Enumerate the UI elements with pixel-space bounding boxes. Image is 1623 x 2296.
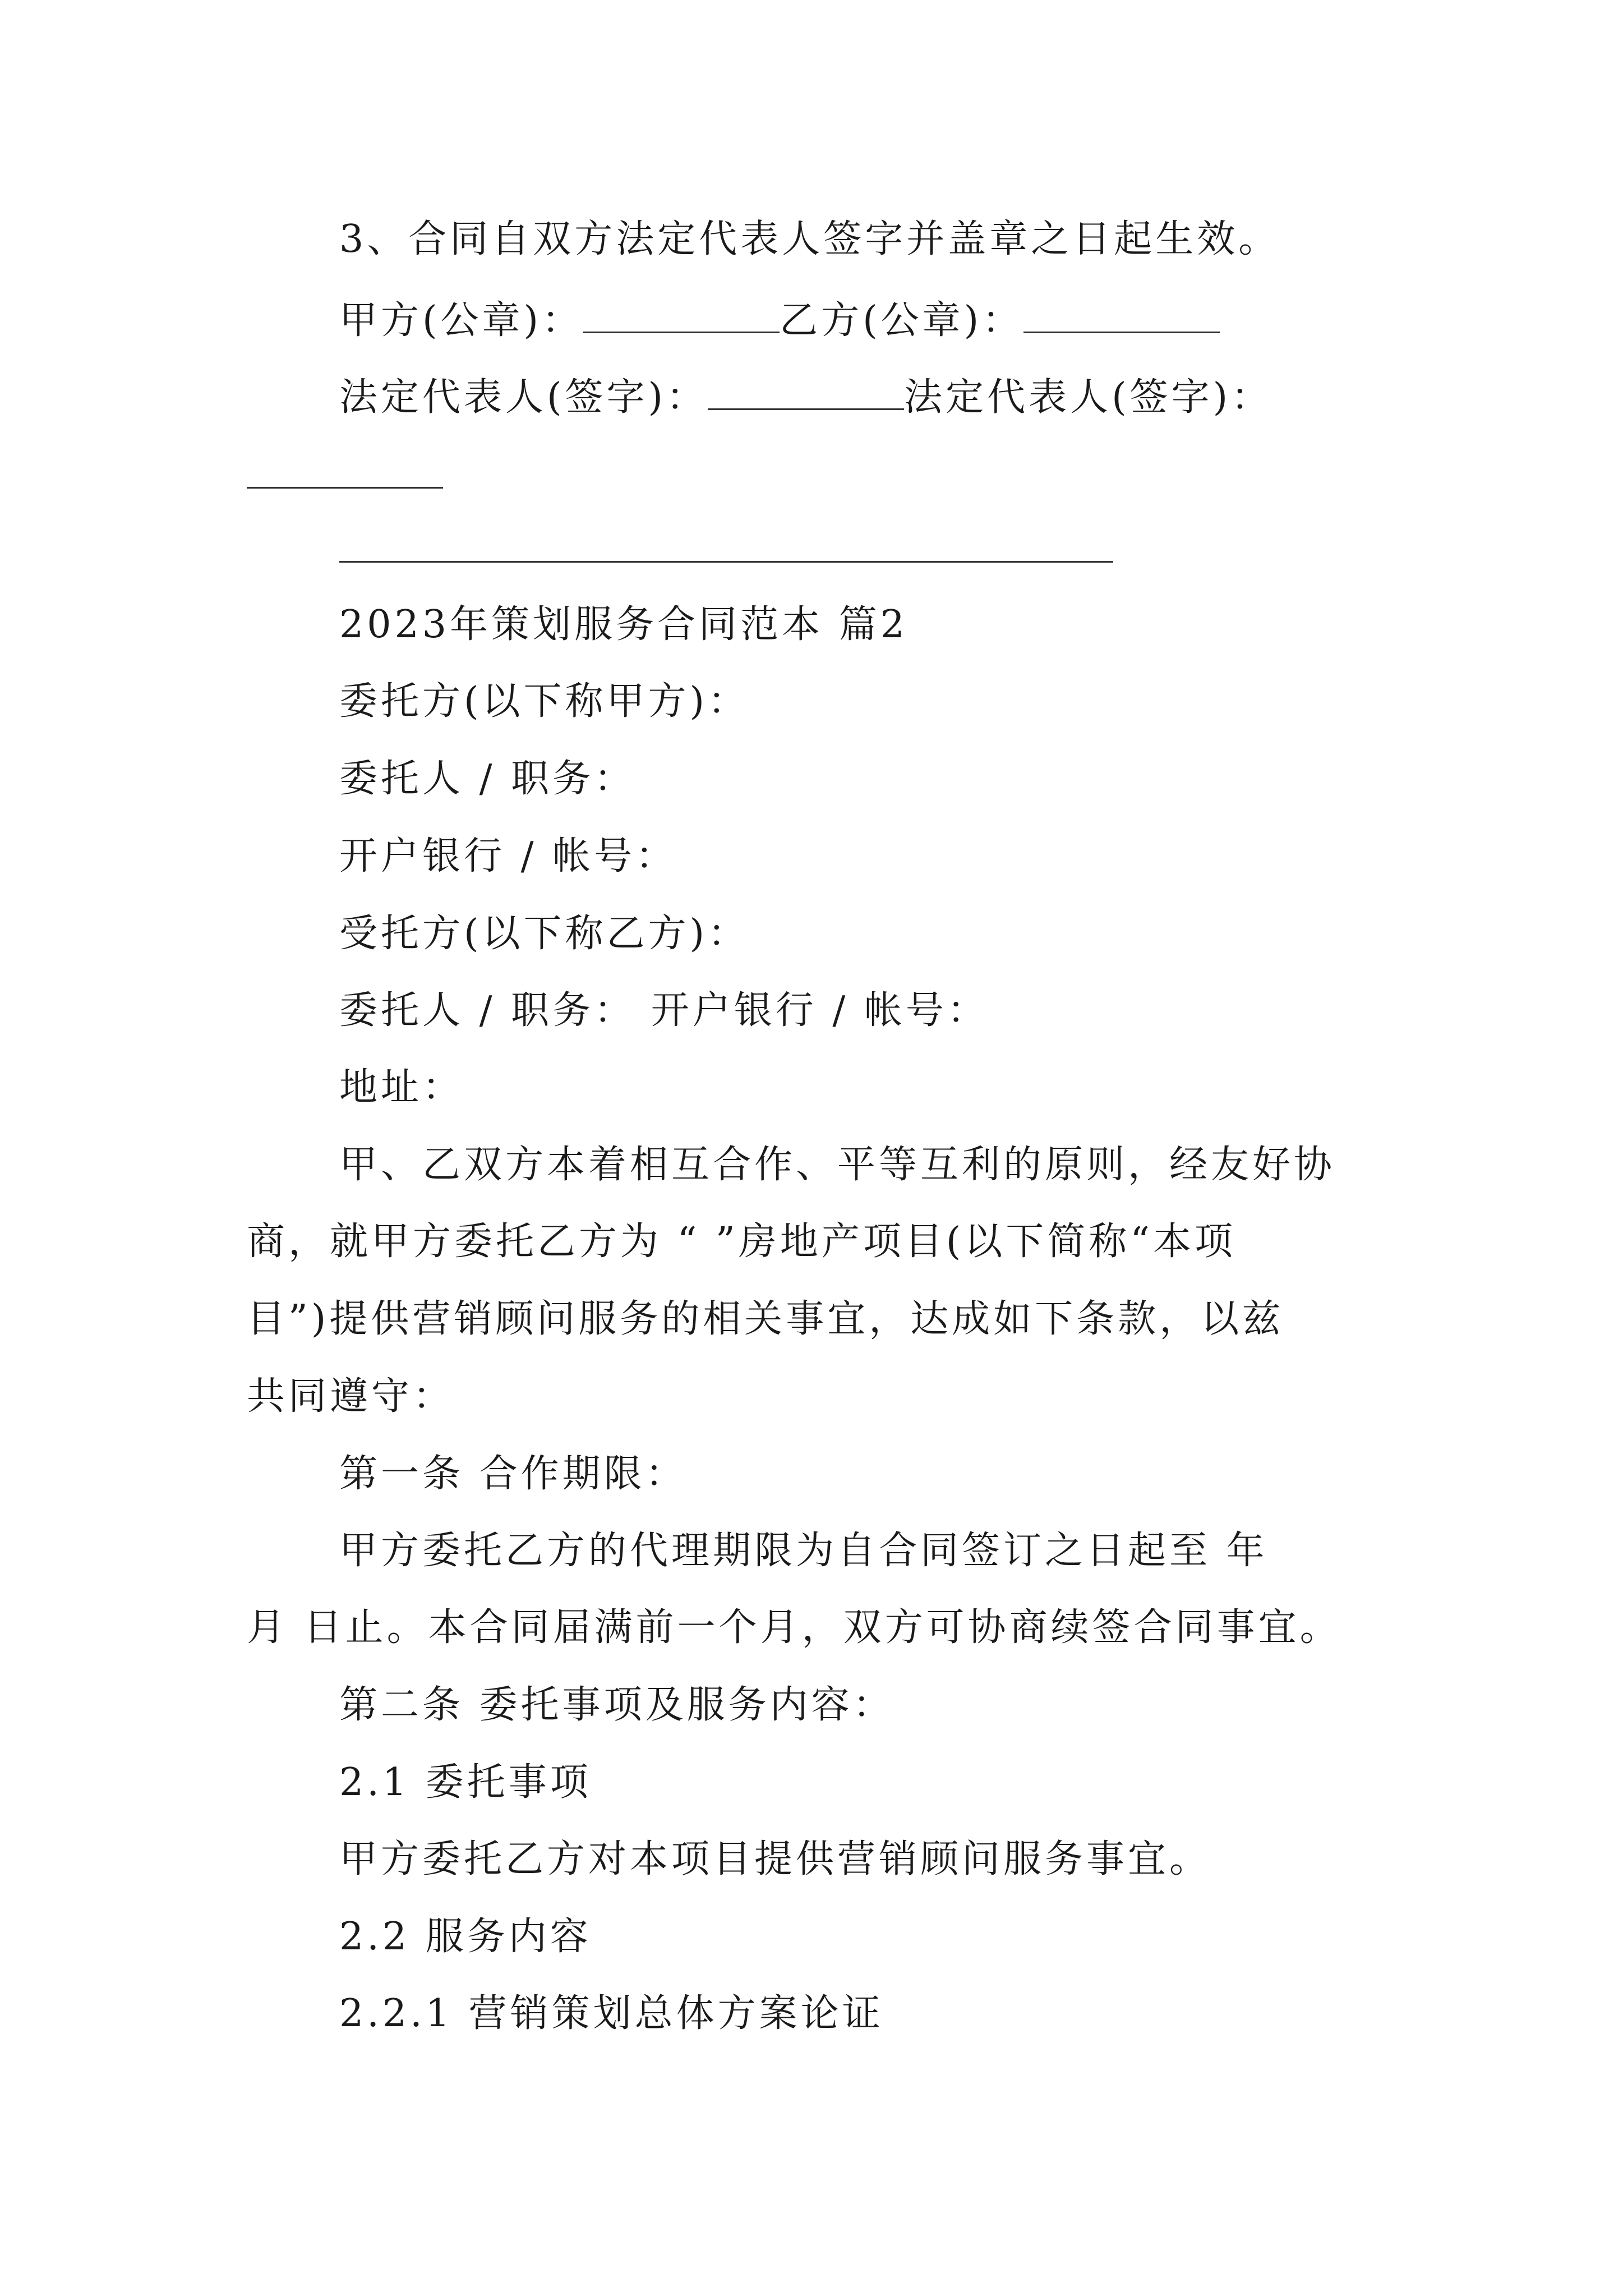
section-2-2-heading-text: 2.2 服务内容	[339, 1915, 592, 1959]
section-2-2-1-heading	[339, 1991, 884, 2036]
party-a-seal-label: 甲方(公章)：	[339, 298, 584, 343]
party-b-legal-rep-blank	[247, 487, 443, 489]
party-a-month-blank	[536, 528, 631, 563]
principal-text: 委托方(以下称甲方)：	[339, 679, 750, 724]
party-a-year-blank	[339, 528, 536, 563]
party-b-seal-label: 乙方(公章)：	[780, 298, 1024, 343]
party-b-month-blank	[923, 528, 1018, 563]
principal-agent-line	[339, 757, 636, 801]
term-line-1	[339, 1529, 1268, 1573]
address-text: 地址：	[339, 1065, 464, 1110]
section-2-1-heading	[339, 1760, 592, 1805]
party-a-seal-blank	[583, 299, 780, 333]
date-row	[339, 528, 1113, 569]
section-title	[339, 602, 908, 647]
preamble-text-4: 共同遵守：	[247, 1374, 455, 1419]
party-b-legal-rep-label: 法定代表人(签字)：	[904, 375, 1273, 420]
principal-bank-text: 开户银行 / 帐号：	[339, 834, 677, 878]
preamble-line-2	[247, 1220, 1237, 1264]
preamble-line-4	[247, 1374, 455, 1419]
legal-rep-row	[339, 375, 1273, 420]
trustee-text: 受托方(以下称乙方)：	[339, 912, 750, 956]
address-line	[339, 1065, 464, 1110]
article-2-heading	[339, 1683, 895, 1727]
article-2-heading-text: 第二条 委托事项及服务内容：	[339, 1683, 895, 1727]
section-2-1-body-text: 甲方委托乙方对本项目提供营销顾问服务事宜。	[339, 1837, 1211, 1881]
preamble-text-2: 商，就甲方委托乙方为 “ ”房地产项目(以下简称“本项	[247, 1220, 1237, 1264]
principal-agent-text: 委托人 / 职务：	[339, 757, 636, 801]
party-a-day-blank	[631, 528, 726, 563]
preamble-text-1: 甲、乙双方本着相互合作、平等互利的原则，经友好协	[339, 1143, 1336, 1187]
principal-bank-line	[339, 834, 677, 878]
preamble-line-1	[339, 1143, 1336, 1187]
term-text-1: 甲方委托乙方的代理期限为自合同签订之日起至 年	[339, 1529, 1268, 1573]
trustee-agent-bank-text: 委托人 / 职务： 开户银行 / 帐号：	[339, 988, 989, 1033]
section-2-2-heading	[339, 1915, 592, 1959]
term-line-2	[247, 1605, 1341, 1650]
trustee-line	[339, 912, 750, 956]
article-1-heading	[339, 1452, 687, 1496]
party-b-day-blank	[1018, 528, 1113, 563]
trustee-agent-bank-line	[339, 988, 989, 1033]
preamble-line-3	[247, 1297, 1284, 1341]
section-2-1-heading-text: 2.1 委托事项	[339, 1760, 592, 1805]
section-2-1-body	[339, 1837, 1211, 1881]
article-1-heading-text: 第一条 合作期限：	[339, 1452, 687, 1496]
party-b-year-blank	[726, 528, 923, 563]
principal-line	[339, 679, 750, 724]
party-seals-row	[339, 298, 1220, 343]
clause-effective-text: 3、合同自双方法定代表人签字并盖章之日起生效。	[339, 217, 1280, 261]
party-a-legal-rep-label: 法定代表人(签字)：	[339, 375, 708, 420]
party-b-seal-blank	[1023, 299, 1220, 333]
section-2-2-1-heading-text: 2.2.1 营销策划总体方案论证	[339, 1991, 884, 2036]
term-text-2: 月 日止。本合同届满前一个月，双方可协商续签合同事宜。	[247, 1605, 1341, 1650]
section-title-text: 2023年策划服务合同范本 篇2	[339, 602, 908, 647]
preamble-text-3: 目”)提供营销顾问服务的相关事宜，达成如下条款，以兹	[247, 1297, 1284, 1341]
clause-effective	[339, 217, 1280, 261]
party-a-legal-rep-blank	[708, 376, 904, 410]
